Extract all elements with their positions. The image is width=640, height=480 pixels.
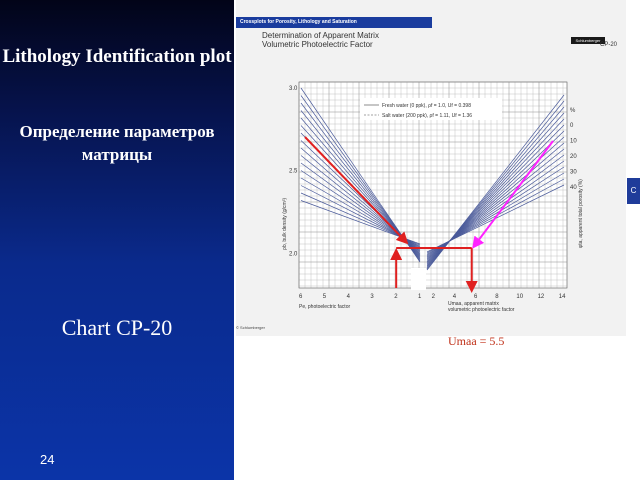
- bottom-left-axis-label: Pe, photoelectric factor: [299, 304, 351, 310]
- pe-axis-tick: 3: [370, 294, 374, 300]
- pe-axis-tick: 4: [346, 294, 350, 300]
- umaa-axis-tick: 6: [474, 294, 478, 300]
- right-axis-label: φta, apparent total porosity (%): [578, 179, 584, 248]
- chart-panel: [236, 0, 626, 336]
- left-axis-tick: 2.0: [289, 251, 298, 258]
- legend: [360, 98, 502, 120]
- umaa-label-line1: Umaa, apparent matrix: [448, 301, 499, 307]
- umaa-axis-tick: 14: [558, 294, 566, 300]
- slide-title-russian: Определение параметров матрицы: [19, 122, 215, 164]
- schlumberger-logo: Schlumberger: [571, 37, 605, 44]
- umaa-axis-tick: 10: [516, 294, 524, 300]
- left-axis-label: ρb, bulk density (g/cm³): [282, 197, 288, 250]
- side-tab[interactable]: C: [627, 178, 640, 204]
- left-axis-tick: 2.5: [289, 168, 298, 175]
- umaa-label-line2: volumetric photoelectric factor: [448, 307, 515, 313]
- legend-salt-water: Salt water (200 ppk), ρf = 1.11, Uf = 1.36: [382, 113, 473, 119]
- axis-gap: [411, 268, 426, 290]
- chart-header-bar: Crossplots for Porosity, Lithology and Saturation: [236, 17, 432, 28]
- chart-reference: Chart CP-20: [61, 315, 173, 340]
- chart-heading-line2: Volumetric Photoelectric Factor: [262, 40, 373, 49]
- umaa-result-label: Umaa = 5.5: [448, 334, 505, 348]
- legend-fresh-water: Fresh water (0 ppk), ρf = 1.0, Uf = 0.398: [382, 103, 471, 109]
- page-number: 24: [40, 452, 55, 467]
- pe-axis-tick: 5: [322, 294, 327, 300]
- bottom-right-axis-label: [448, 301, 515, 313]
- pe-axis-tick: 6: [299, 294, 303, 300]
- chart-heading-line1: Determination of Apparent Matrix: [262, 31, 379, 40]
- umaa-axis-tick: 12: [537, 294, 545, 300]
- pe-axis-tick: 1: [418, 294, 422, 300]
- umaa-axis-tick: 4: [452, 294, 457, 300]
- title-panel: [0, 0, 234, 480]
- crossplot-svg: [236, 0, 626, 336]
- chart-id: CP-20: [600, 42, 618, 48]
- pe-axis-tick: 2: [394, 294, 398, 300]
- porosity-axis-tick: 20: [570, 154, 577, 160]
- porosity-axis-tick: 30: [570, 169, 577, 176]
- porosity-axis-tick: 10: [570, 138, 577, 145]
- umaa-axis-tick: 2: [431, 294, 435, 300]
- copyright: © Schlumberger: [236, 325, 265, 330]
- right-axis-percent: %: [570, 108, 576, 114]
- porosity-axis-tick: 0: [570, 123, 574, 129]
- umaa-axis-tick: 8: [495, 294, 499, 300]
- slide-title-english: Lithology Identification plot: [2, 46, 232, 67]
- left-axis-tick: 3.0: [289, 86, 298, 92]
- porosity-axis-tick: 40: [570, 185, 577, 191]
